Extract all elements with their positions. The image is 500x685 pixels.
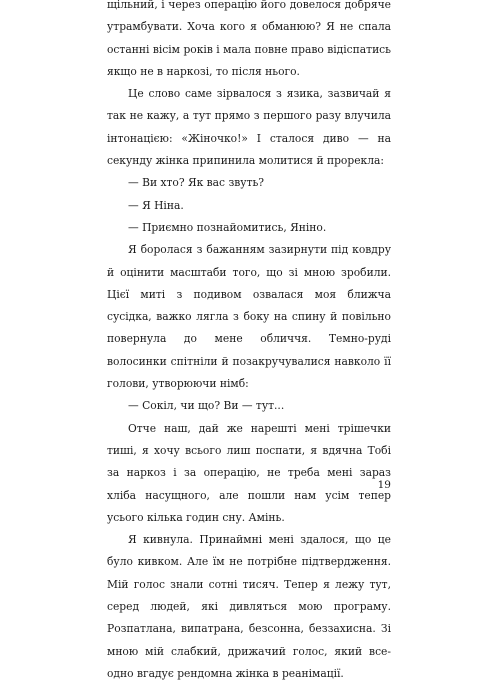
page-number: 19 [377,479,391,491]
body-text [107,0,391,685]
paragraph-2: Це слово саме зірвалося з язика, зазвичай я так не кажу, а тут прямо з першого разу влучила інтонацією: «Жіночко!» І сталося диво — на секунду жінка припинила молитися й прорекла: [107,87,391,168]
dialogue-line-4: — Сокіл, чи що? Ви — тут... [128,399,285,413]
dialogue-line-1: — Ви хто? Як вас звуть? [128,176,265,190]
dialogue-line-3: — Приємно познайомитись, Яніно. [128,220,327,234]
paragraph-5: Я кивнула. Принаймні мені здалося, що це було кивком. Але їм не потрібне підтвердження. Мій голос знали сотні тисяч. Тепер я лежу тут, серед людей, які дивляться мою програму. Розпатлана, випатрана, безсонна, беззахисна. Зі мною мій слабкий, дрижачий голос, який все-одно вгадує рендомна жінка в реанімації. [107,533,391,680]
dialogue-line-2: — Я Ніна. [128,198,184,212]
paragraph-1: щільний, і через операцію його довелося добряче утрамбувати. Хоча кого я обманюю? Я не спала останні вісім років і мала повне право відіспатись якщо не в наркозі, то після нього. [107,0,391,78]
paragraph-3: Я боролася з бажанням зазирнути під ковдру й оцінити масштаби того, що зі мною зробили. Цієї миті з подивом озвалася моя ближча сусідка, важко лягла з боку на спину й повільно повернула до мене обличчя. Темно-руді волосинки спітніли й позакручувалися навколо її голови, утворюючи німб: [107,243,391,391]
paragraph-4: Отче наш, дай же нарешті мені трішечки тиші, я хочу всього лиш поспати, я вдячна Тобі за наркоз і за операцію, не треба мені зараз хліба насущного, але пошли нам усім тепер усього кілька годин сну. Амінь. [107,421,391,524]
